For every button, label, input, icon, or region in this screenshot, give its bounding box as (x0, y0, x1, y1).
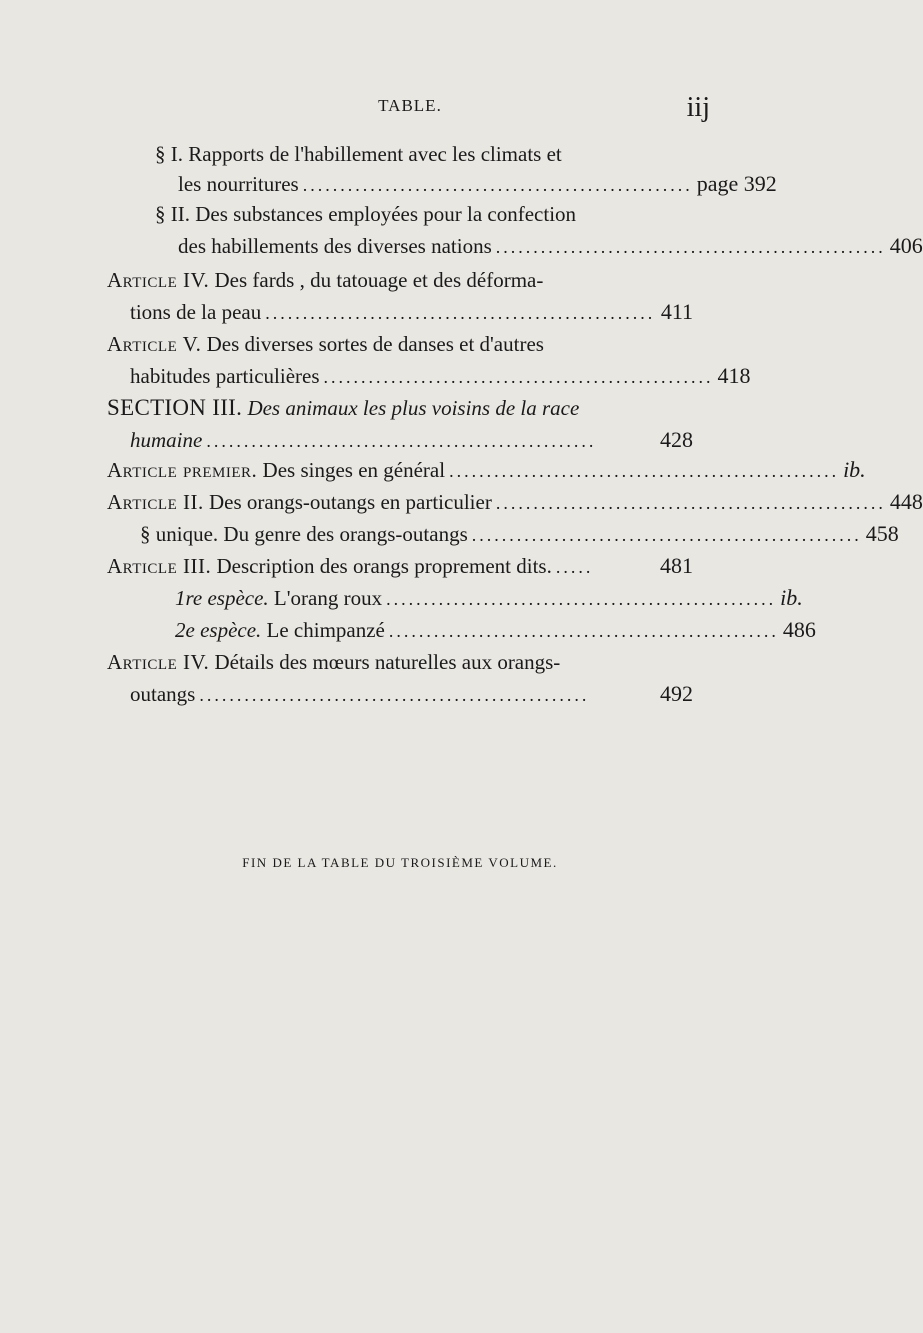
entry-text: Des substances employées pour la confection (195, 202, 577, 226)
entry-text: L'orang roux (273, 586, 383, 610)
entry-page: 492 (660, 681, 693, 706)
entry-text: humaine (130, 428, 203, 452)
closing-line: FIN DE LA TABLE DU TROISIÈME VOLUME. (242, 855, 558, 870)
leader-dots: .................................................... (449, 461, 840, 481)
toc-entry-8 (140, 518, 899, 550)
entry-label: SECTION III. (107, 395, 243, 420)
entry-text: Description des orangs proprement dits. (216, 554, 552, 578)
entry-text: Des diverses sortes de danses et d'autres (206, 332, 544, 356)
entry-text: Rapports de l'habillement avec les climats et (188, 142, 562, 166)
entry-page: ib. (843, 457, 866, 482)
leader-dots: .................................................... (386, 589, 777, 609)
toc-entry-2-line-2 (178, 230, 923, 262)
toc-entry-9 (107, 550, 693, 582)
toc-entry-2-line-1 (155, 198, 650, 230)
entry-text: Des animaux les plus voisins de la race (247, 396, 580, 420)
entry-page: page 392 (696, 171, 777, 196)
toc-entry-3-line-1 (107, 264, 647, 296)
leader-dots: .................................................... (199, 685, 590, 705)
toc-entry-12-line-1 (107, 646, 647, 678)
entry-text: outangs (130, 682, 196, 706)
toc-entry-3-line-2 (130, 296, 693, 328)
entry-page: 406 (889, 233, 923, 258)
entry-label: Article IV. (107, 650, 210, 674)
entry-text: Des orangs-outangs en particulier (209, 490, 492, 514)
running-title: TABLE. (378, 96, 442, 115)
toc-entry-5-line-2 (130, 424, 693, 456)
entry-text: Détails des mœurs naturelles aux orangs- (214, 650, 561, 674)
entry-label: § unique. (140, 522, 219, 546)
entry-page: 448 (889, 489, 923, 514)
entry-page: 458 (865, 521, 899, 546)
entry-page: 486 (782, 617, 816, 642)
entry-text: Du genre des orangs-outangs (223, 522, 468, 546)
leader-dots: .................................................... (206, 431, 597, 451)
entry-label: § II. (155, 202, 190, 226)
entry-label: Article IV. (107, 268, 210, 292)
toc-entry-1-line-2 (178, 168, 777, 200)
leader-dots: .................................................... (388, 621, 779, 641)
entry-label: 2e espèce. (175, 618, 262, 642)
entry-page: 418 (717, 363, 751, 388)
running-head (0, 92, 800, 132)
toc-entry-12-line-2 (130, 678, 693, 710)
leader-dots: .................................................... (265, 303, 656, 323)
leader-dots: .................................................... (495, 493, 886, 513)
toc-entry-5-line-1 (107, 392, 647, 424)
leader-dots: .................................................... (495, 237, 886, 257)
toc-entry-10 (175, 582, 803, 614)
entry-page: 428 (660, 427, 693, 452)
entry-label: 1re espèce. (175, 586, 269, 610)
entry-label: § I. (155, 142, 183, 166)
entry-text: des habillements des diverses nations (178, 234, 492, 258)
entry-label: Article II. (107, 490, 204, 514)
entry-label: Article V. (107, 332, 202, 356)
toc-entry-4-line-1 (107, 328, 647, 360)
entry-text: les nourritures (178, 172, 299, 196)
toc-entry-1-line-1 (155, 138, 645, 170)
toc-entry-6 (107, 454, 866, 486)
entry-page: 481 (660, 553, 693, 578)
entry-page: ib. (780, 585, 803, 610)
entry-text: habitudes particulières (130, 364, 320, 388)
entry-text: Des fards , du tatouage et des déforma- (214, 268, 544, 292)
entry-text: Des singes en général (262, 458, 446, 482)
page-number: iij (686, 92, 710, 123)
entry-label: Article premier. (107, 458, 258, 482)
toc-entry-7 (107, 486, 923, 518)
entry-page: 411 (660, 299, 693, 324)
entry-label: Article III. (107, 554, 212, 578)
entry-text: tions de la peau (130, 300, 262, 324)
leader-dots: .................................................... (302, 175, 693, 195)
toc-entry-11 (175, 614, 816, 646)
leader-dots: .................................................... (471, 525, 862, 545)
leader-dots: .................................................... (323, 367, 714, 387)
toc-entry-4-line-2 (130, 360, 751, 392)
leader-dots: ..... (555, 557, 594, 577)
entry-text: Le chimpanzé (266, 618, 385, 642)
